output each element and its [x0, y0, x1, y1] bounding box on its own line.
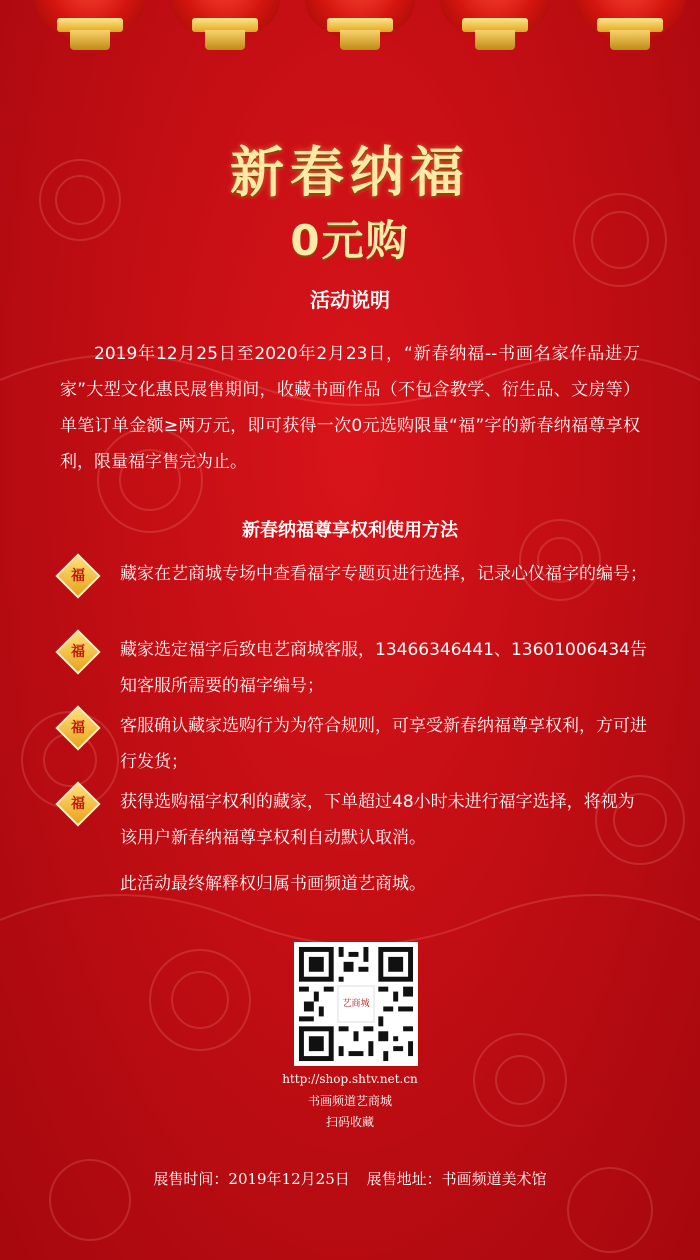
- fu-bullet-icon: 福: [55, 705, 100, 750]
- rule-item: 获得选购福字权利的藏家，下单超过48小时未进行福字选择，将视为该用户新春纳福尊享权利自动默认取消。: [120, 792, 635, 848]
- footer-info: [0, 1168, 700, 1189]
- activity-description: 2019年12月25日至2020年2月23日，“新春纳福--书画名家作品进万家”大型文化惠民展售期间，收藏书画作品（不包含教学、衍生品、文房等）单笔订单金额≥两万元，即可获得一次0元选购限量“福”字的新春纳福尊享权利，限量福字售完为止。: [60, 344, 640, 472]
- poster-subtitle: 0元购: [290, 216, 410, 265]
- fu-bullet-icon: 福: [55, 629, 100, 674]
- shop-url-link[interactable]: http://shop.shtv.net.cn: [282, 1072, 418, 1086]
- exhibition-time: 展售时间：2019年12月25日: [153, 1170, 350, 1188]
- lantern: [305, 0, 415, 40]
- lantern-row: [0, 0, 700, 90]
- exhibition-address: 展售地址：书画频道美术馆: [366, 1170, 547, 1188]
- poster-title: 新春纳福: [230, 141, 470, 204]
- rule-item: 藏家在艺商城专场中查看福字专题页进行选择，记录心仪福字的编号；: [120, 564, 647, 584]
- qr-code[interactable]: [294, 942, 418, 1066]
- section-title: 活动说明: [310, 288, 390, 312]
- shop-logo: 艺商城: [337, 985, 375, 1023]
- rule-note: 此活动最终解释权归属书画频道艺商城。: [120, 874, 426, 894]
- lantern: [35, 0, 145, 40]
- lantern: [440, 0, 550, 40]
- rule-item: 客服确认藏家选购行为为符合规则，可享受新春纳福尊享权利，方可进行发货；: [120, 716, 647, 772]
- fu-bullet-icon: 福: [55, 553, 100, 598]
- rules-title: 新春纳福尊享权利使用方法: [242, 520, 458, 541]
- lantern: [170, 0, 280, 40]
- shop-name: 书画频道艺商城: [307, 1094, 392, 1108]
- fu-bullet-icon: 福: [55, 781, 100, 826]
- scan-hint: 扫码收藏: [325, 1115, 374, 1129]
- lantern: [575, 0, 685, 40]
- rule-item: 藏家选定福字后致电艺商城客服，13466346441、13601006434告知客服所需要的福字编号；: [120, 640, 647, 696]
